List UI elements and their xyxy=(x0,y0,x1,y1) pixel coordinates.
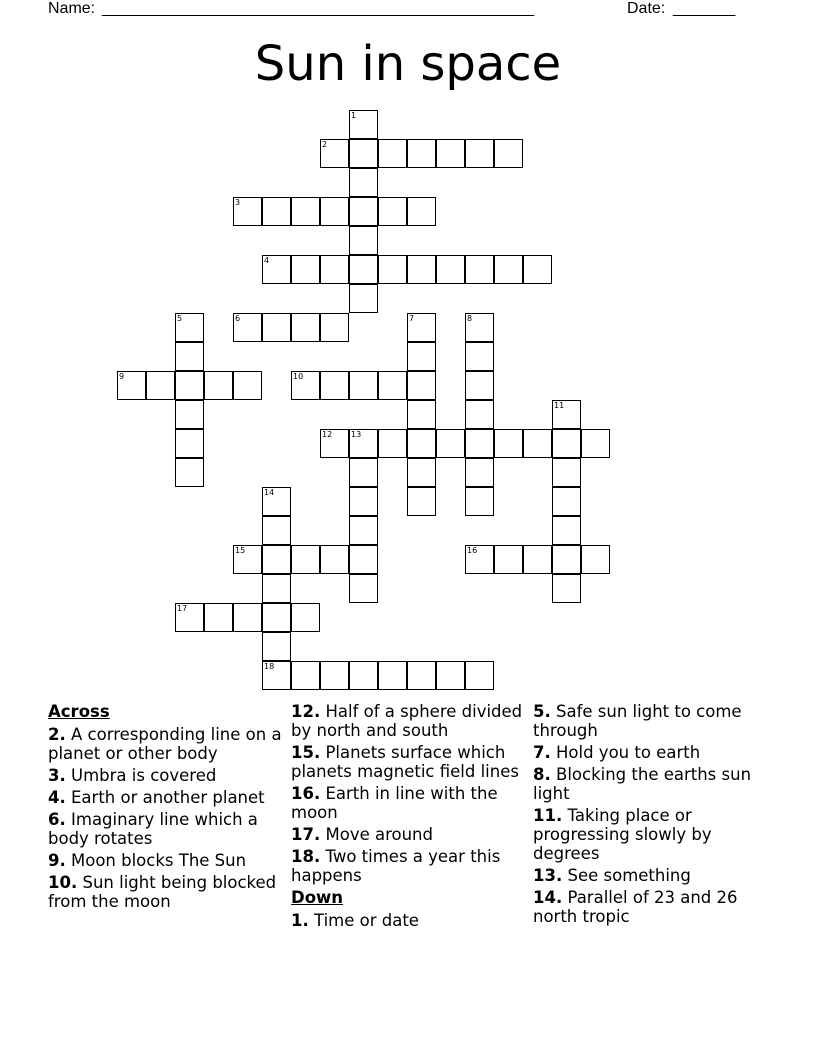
clue-down-8: 8. Blocking the earths sun light xyxy=(533,765,752,803)
across-heading: Across xyxy=(48,702,110,721)
date-label: Date: xyxy=(627,0,666,17)
grid-cell[interactable] xyxy=(552,487,581,516)
grid-cell[interactable] xyxy=(349,487,378,516)
grid-cell[interactable] xyxy=(349,458,378,487)
grid-cell[interactable] xyxy=(465,661,494,690)
page-title: Sun in space xyxy=(254,36,562,92)
grid-cell[interactable] xyxy=(407,313,436,342)
clue-down-14: 14. Parallel of 23 and 26 north tropic xyxy=(533,888,738,926)
grid-cell[interactable] xyxy=(465,545,494,574)
grid-cell[interactable] xyxy=(349,110,378,139)
grid-cell[interactable] xyxy=(581,429,610,458)
cell-number: 5 xyxy=(177,314,183,323)
grid-cell[interactable] xyxy=(378,429,407,458)
grid-cell[interactable] xyxy=(349,226,378,255)
grid-cell[interactable] xyxy=(465,487,494,516)
cell-number: 15 xyxy=(235,546,246,555)
grid-cell[interactable] xyxy=(204,603,233,632)
grid-cell[interactable] xyxy=(378,197,407,226)
grid-cell[interactable] xyxy=(320,661,349,690)
grid-cell[interactable] xyxy=(262,197,291,226)
grid-cell[interactable] xyxy=(175,342,204,371)
grid-cell[interactable] xyxy=(349,168,378,197)
grid-cell[interactable] xyxy=(175,313,204,342)
cell-number: 8 xyxy=(467,314,473,323)
clue-across-10: 10. Sun light being blocked from the moon xyxy=(48,873,277,911)
grid-cell[interactable] xyxy=(407,255,436,284)
grid-cell[interactable] xyxy=(465,139,494,168)
grid-cell[interactable] xyxy=(349,284,378,313)
grid-cell[interactable] xyxy=(581,545,610,574)
grid-cell[interactable] xyxy=(320,545,349,574)
grid-cell[interactable] xyxy=(262,603,291,632)
grid-cell[interactable] xyxy=(349,516,378,545)
grid-cell[interactable] xyxy=(175,429,204,458)
grid-cell[interactable] xyxy=(523,255,552,284)
grid-cell[interactable] xyxy=(233,603,262,632)
cell-number: 6 xyxy=(235,314,241,323)
grid-cell[interactable] xyxy=(262,661,291,690)
grid-cell[interactable] xyxy=(465,342,494,371)
grid-cell[interactable] xyxy=(465,400,494,429)
grid-cell[interactable] xyxy=(233,545,262,574)
grid-cell[interactable] xyxy=(494,429,523,458)
clue-across-12: 12. Half of a sphere divided by north and south xyxy=(291,702,523,740)
cell-number: 14 xyxy=(264,488,275,497)
grid-cell[interactable] xyxy=(349,429,378,458)
grid-cell[interactable] xyxy=(262,632,291,661)
cell-number: 3 xyxy=(235,198,241,207)
grid-cell[interactable] xyxy=(407,139,436,168)
grid-cell[interactable] xyxy=(436,139,465,168)
grid-cell[interactable] xyxy=(349,139,378,168)
grid-cell[interactable] xyxy=(320,313,349,342)
grid-cell[interactable] xyxy=(349,371,378,400)
grid-cell[interactable] xyxy=(407,487,436,516)
grid-cell[interactable] xyxy=(320,429,349,458)
clues-column-1 xyxy=(48,702,286,914)
grid-cell[interactable] xyxy=(407,400,436,429)
clue-across-6: 6. Imaginary line which a body rotates xyxy=(48,810,258,848)
cell-number: 9 xyxy=(119,372,125,381)
name-label: Name: xyxy=(48,0,96,17)
grid-cell[interactable] xyxy=(436,255,465,284)
grid-cell[interactable] xyxy=(175,603,204,632)
grid-cell[interactable] xyxy=(291,371,320,400)
cell-number: 16 xyxy=(467,546,478,555)
clue-across-2: 2. A corresponding line on a planet or other body xyxy=(48,725,282,763)
grid-cell[interactable] xyxy=(552,516,581,545)
grid-cell[interactable] xyxy=(349,574,378,603)
clue-across-9: 9. Moon blocks The Sun xyxy=(48,851,247,870)
cell-number: 7 xyxy=(409,314,415,323)
grid-cell[interactable] xyxy=(262,487,291,516)
grid-cell[interactable] xyxy=(378,661,407,690)
grid-cell[interactable] xyxy=(552,400,581,429)
grid-cell[interactable] xyxy=(320,255,349,284)
cell-number: 2 xyxy=(322,140,328,149)
cell-number: 10 xyxy=(293,372,304,381)
grid-cell[interactable] xyxy=(291,255,320,284)
grid-cell[interactable] xyxy=(465,313,494,342)
grid-cell[interactable] xyxy=(175,371,204,400)
grid-cell[interactable] xyxy=(320,139,349,168)
grid-cell[interactable] xyxy=(233,313,262,342)
cell-number: 4 xyxy=(264,256,270,265)
grid-cell[interactable] xyxy=(552,458,581,487)
grid-cell[interactable] xyxy=(320,371,349,400)
clue-across-3: 3. Umbra is covered xyxy=(48,766,217,785)
grid-cell[interactable] xyxy=(465,255,494,284)
cell-number: 11 xyxy=(554,401,565,410)
grid-cell[interactable] xyxy=(349,255,378,284)
name-blank[interactable]: ____________________________________________________ xyxy=(102,0,534,17)
cell-number: 12 xyxy=(322,430,333,439)
grid-cell[interactable] xyxy=(204,371,233,400)
clue-across-4: 4. Earth or another planet xyxy=(48,788,265,807)
clues-column-3 xyxy=(533,702,771,929)
grid-cell[interactable] xyxy=(378,255,407,284)
grid-cell[interactable] xyxy=(349,545,378,574)
clue-down-1: 1. Time or date xyxy=(291,911,419,930)
clue-across-18: 18. Two times a year this happens xyxy=(291,847,501,885)
grid-cell[interactable] xyxy=(436,429,465,458)
grid-cell[interactable] xyxy=(407,371,436,400)
grid-cell[interactable] xyxy=(291,603,320,632)
grid-cell[interactable] xyxy=(465,371,494,400)
grid-cell[interactable] xyxy=(233,197,262,226)
grid-cell[interactable] xyxy=(523,429,552,458)
grid-cell[interactable] xyxy=(494,139,523,168)
grid-cell[interactable] xyxy=(262,255,291,284)
cell-number: 1 xyxy=(351,111,357,120)
clues-column-2 xyxy=(291,702,529,933)
grid-cell[interactable] xyxy=(378,371,407,400)
clue-down-5: 5. Safe sun light to come through xyxy=(533,702,742,740)
clue-down-7: 7. Hold you to earth xyxy=(533,743,701,762)
grid-cell[interactable] xyxy=(552,429,581,458)
grid-cell[interactable] xyxy=(291,661,320,690)
grid-cell[interactable] xyxy=(407,429,436,458)
grid-cell[interactable] xyxy=(552,545,581,574)
grid-cell[interactable] xyxy=(378,139,407,168)
grid-cell[interactable] xyxy=(146,371,175,400)
clue-down-11: 11. Taking place or progressing slowly by degrees xyxy=(533,806,712,863)
grid-cell[interactable] xyxy=(117,371,146,400)
grid-cell[interactable] xyxy=(465,429,494,458)
clue-across-15: 15. Planets surface which planets magnetic field lines xyxy=(291,743,519,781)
grid-cell[interactable] xyxy=(291,197,320,226)
grid-cell[interactable] xyxy=(175,458,204,487)
grid-cell[interactable] xyxy=(349,197,378,226)
grid-cell[interactable] xyxy=(320,197,349,226)
grid-cell[interactable] xyxy=(262,574,291,603)
down-heading: Down xyxy=(291,888,344,907)
clue-down-13: 13. See something xyxy=(533,866,691,885)
grid-cell[interactable] xyxy=(494,545,523,574)
grid-cell[interactable] xyxy=(233,371,262,400)
grid-cell[interactable] xyxy=(407,458,436,487)
clue-across-17: 17. Move around xyxy=(291,825,433,844)
date-blank[interactable]: _______ xyxy=(673,0,736,17)
grid-cell[interactable] xyxy=(407,661,436,690)
grid-cell[interactable] xyxy=(494,255,523,284)
grid-cell[interactable] xyxy=(465,458,494,487)
grid-cell[interactable] xyxy=(262,545,291,574)
cell-number: 18 xyxy=(264,662,275,671)
grid-cell[interactable] xyxy=(407,342,436,371)
cell-number: 13 xyxy=(351,430,362,439)
grid-cell[interactable] xyxy=(291,313,320,342)
grid-cell[interactable] xyxy=(262,516,291,545)
grid-cell[interactable] xyxy=(552,574,581,603)
clue-across-16: 16. Earth in line with the moon xyxy=(291,784,498,822)
cell-number: 17 xyxy=(177,604,188,613)
grid-cell[interactable] xyxy=(436,661,465,690)
grid-cell[interactable] xyxy=(407,197,436,226)
grid-cell[interactable] xyxy=(523,545,552,574)
grid-cell[interactable] xyxy=(175,400,204,429)
grid-cell[interactable] xyxy=(262,313,291,342)
grid-cell[interactable] xyxy=(349,661,378,690)
grid-cell[interactable] xyxy=(291,545,320,574)
